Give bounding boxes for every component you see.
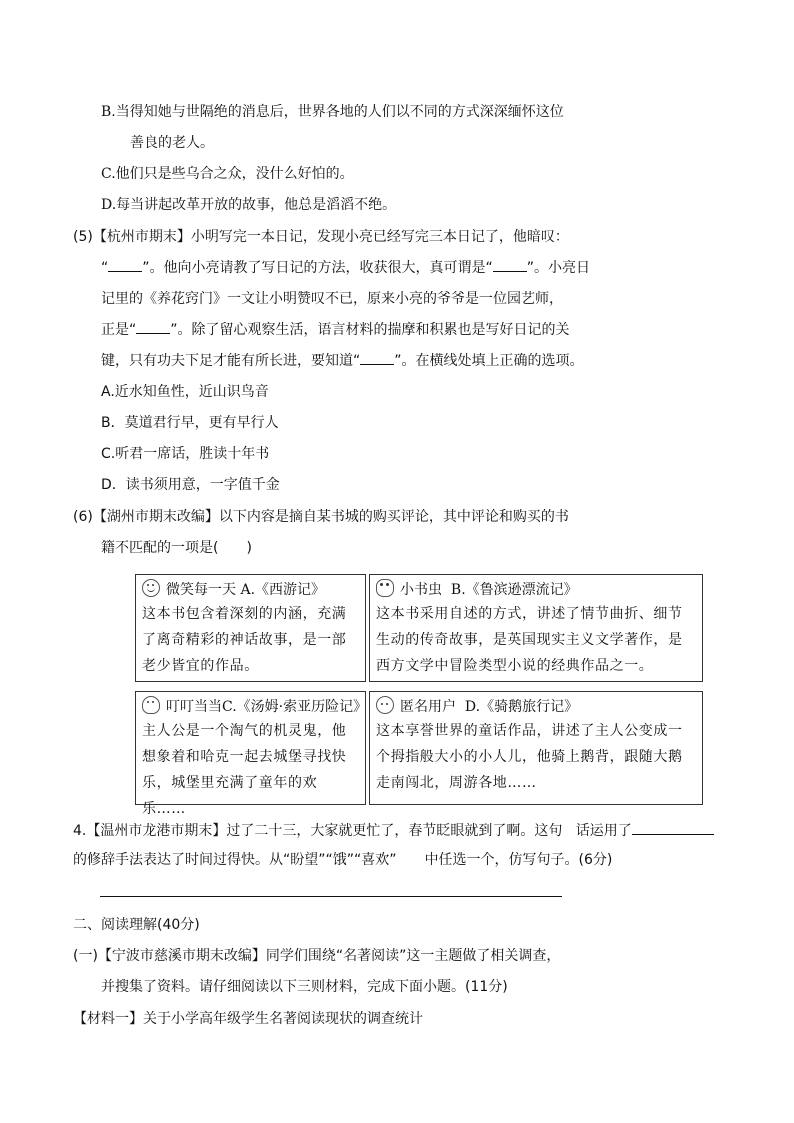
review-book: B.《鲁滨逊漂流记》 — [450, 582, 578, 598]
review-user: 微笑每一天 — [166, 582, 236, 598]
review-card-a — [135, 574, 366, 682]
reading-part1-line2: 并搜集了资料。请仔细阅读以下三则材料，完成下面小题。(11分) — [101, 979, 508, 995]
q5-stem-line4: 正是“ ”。除了留心观察生活，语言材料的揣摩和积累也是写好日记的关 — [101, 322, 570, 338]
q5-option-b: B．莫道君行早，更有早行人 — [101, 415, 279, 431]
q6-stem-line2: 籍不匹配的一项是( ) — [101, 540, 252, 556]
review-text: 这本书采用自述的方式，讲述了情节曲折、细节生动的传奇故事，是英国现实主义文学著作，是西方文学中冒险类型小说的经典作品之一。 — [376, 606, 683, 674]
q3-option-d: D.每当讲起改革开放的故事，他总是滔滔不绝。 — [101, 197, 397, 213]
answer-blank[interactable] — [632, 820, 714, 835]
q5-option-a: A.近水知鱼性，近山识鸟音 — [101, 384, 269, 400]
review-card-b — [369, 574, 703, 682]
review-user: 小书虫 — [400, 582, 442, 598]
review-header — [376, 696, 696, 718]
review-card-d — [369, 691, 703, 805]
q5-stem-line1: (5)【杭州市期末】小明写完一本日记，发现小亮已经写完三本日记了，他暗叹： — [73, 229, 569, 245]
section-title: 二、阅读理解(40分) — [73, 917, 200, 933]
review-book: A.《西游记》 — [240, 582, 326, 598]
review-user: 叮叮当当 — [166, 699, 222, 715]
review-header — [142, 696, 368, 718]
review-card-c — [135, 691, 368, 817]
bee-icon — [142, 696, 160, 714]
review-text: 这本书包含着深刻的内涵，充满了离奇精彩的神话故事，是一部老少皆宜的作品。 — [142, 606, 347, 674]
q3-option-b-line2: 善良的老人。 — [130, 135, 214, 151]
answer-blank[interactable] — [136, 321, 170, 334]
review-text: 主人公是一个淘气的机灵鬼，他想象着和哈克一起去城堡寻找快乐，城堡里充满了童年的欢乐…… — [142, 723, 347, 817]
answer-blank[interactable] — [360, 352, 394, 365]
review-text: 这本享誉世界的童话作品，讲述了主人公变成一个拇指般大小的小人儿，他骑上鹅背，跟随大鹅走南闯北，周游各地…… — [376, 723, 683, 791]
review-user: 匿名用户 — [400, 699, 456, 715]
answer-line[interactable] — [100, 896, 562, 897]
review-book: C.《汤姆·索亚历险记》 — [222, 699, 368, 715]
answer-blank[interactable] — [108, 259, 142, 272]
q4-stem-line1: 4.【温州市龙港市期末】过了二十三，大家就更忙了，春节眨眼就到了啊。这句 话运用了 — [73, 820, 714, 840]
q5-stem-line3: 记里的《养花窍门》一文让小明赞叹不已，原来小亮的爷爷是一位园艺师， — [101, 291, 563, 307]
review-book: D.《骑鹅旅行记》 — [464, 699, 579, 715]
review-header — [142, 579, 359, 601]
q3-option-c: C.他们只是些乌合之众，没什么好怕的。 — [101, 166, 354, 182]
answer-blank[interactable] — [493, 259, 527, 272]
material-one-heading: 【材料一】关于小学高年级学生名著阅读现状的调查统计 — [73, 1011, 423, 1027]
review-header — [376, 579, 696, 601]
reading-part1-line1: (一)【宁波市慈溪市期末改编】同学们围绕“名著阅读”这一主题做了相关调查， — [73, 948, 561, 964]
q5-option-d: D．读书须用意，一字值千金 — [101, 477, 280, 493]
girl-icon — [376, 696, 394, 714]
frog-icon — [376, 579, 394, 597]
q5-stem-line2: “ ”。他向小亮请教了写日记的方法，收获很大，真可谓是“ ”。小亮日 — [101, 260, 591, 276]
smile-icon — [142, 579, 160, 597]
q6-stem-line1: (6)【湖州市期末改编】以下内容是摘自某书城的购买评论，其中评论和购买的书 — [73, 509, 569, 525]
q5-option-c: C.听君一席话，胜读十年书 — [101, 446, 270, 462]
q5-stem-line5: 键，只有功夫下足才能有所长进，要知道“ ”。在横线处填上正确的选项。 — [101, 353, 584, 369]
q3-option-b-line1: B.当得知她与世隔绝的消息后，世界各地的人们以不同的方式深深缅怀这位 — [101, 104, 564, 120]
q4-stem-line2: 的修辞手法表达了时间过得快。从“盼望”“饿”“喜欢” 中任选一个，仿写句子。(6分) — [73, 852, 613, 868]
